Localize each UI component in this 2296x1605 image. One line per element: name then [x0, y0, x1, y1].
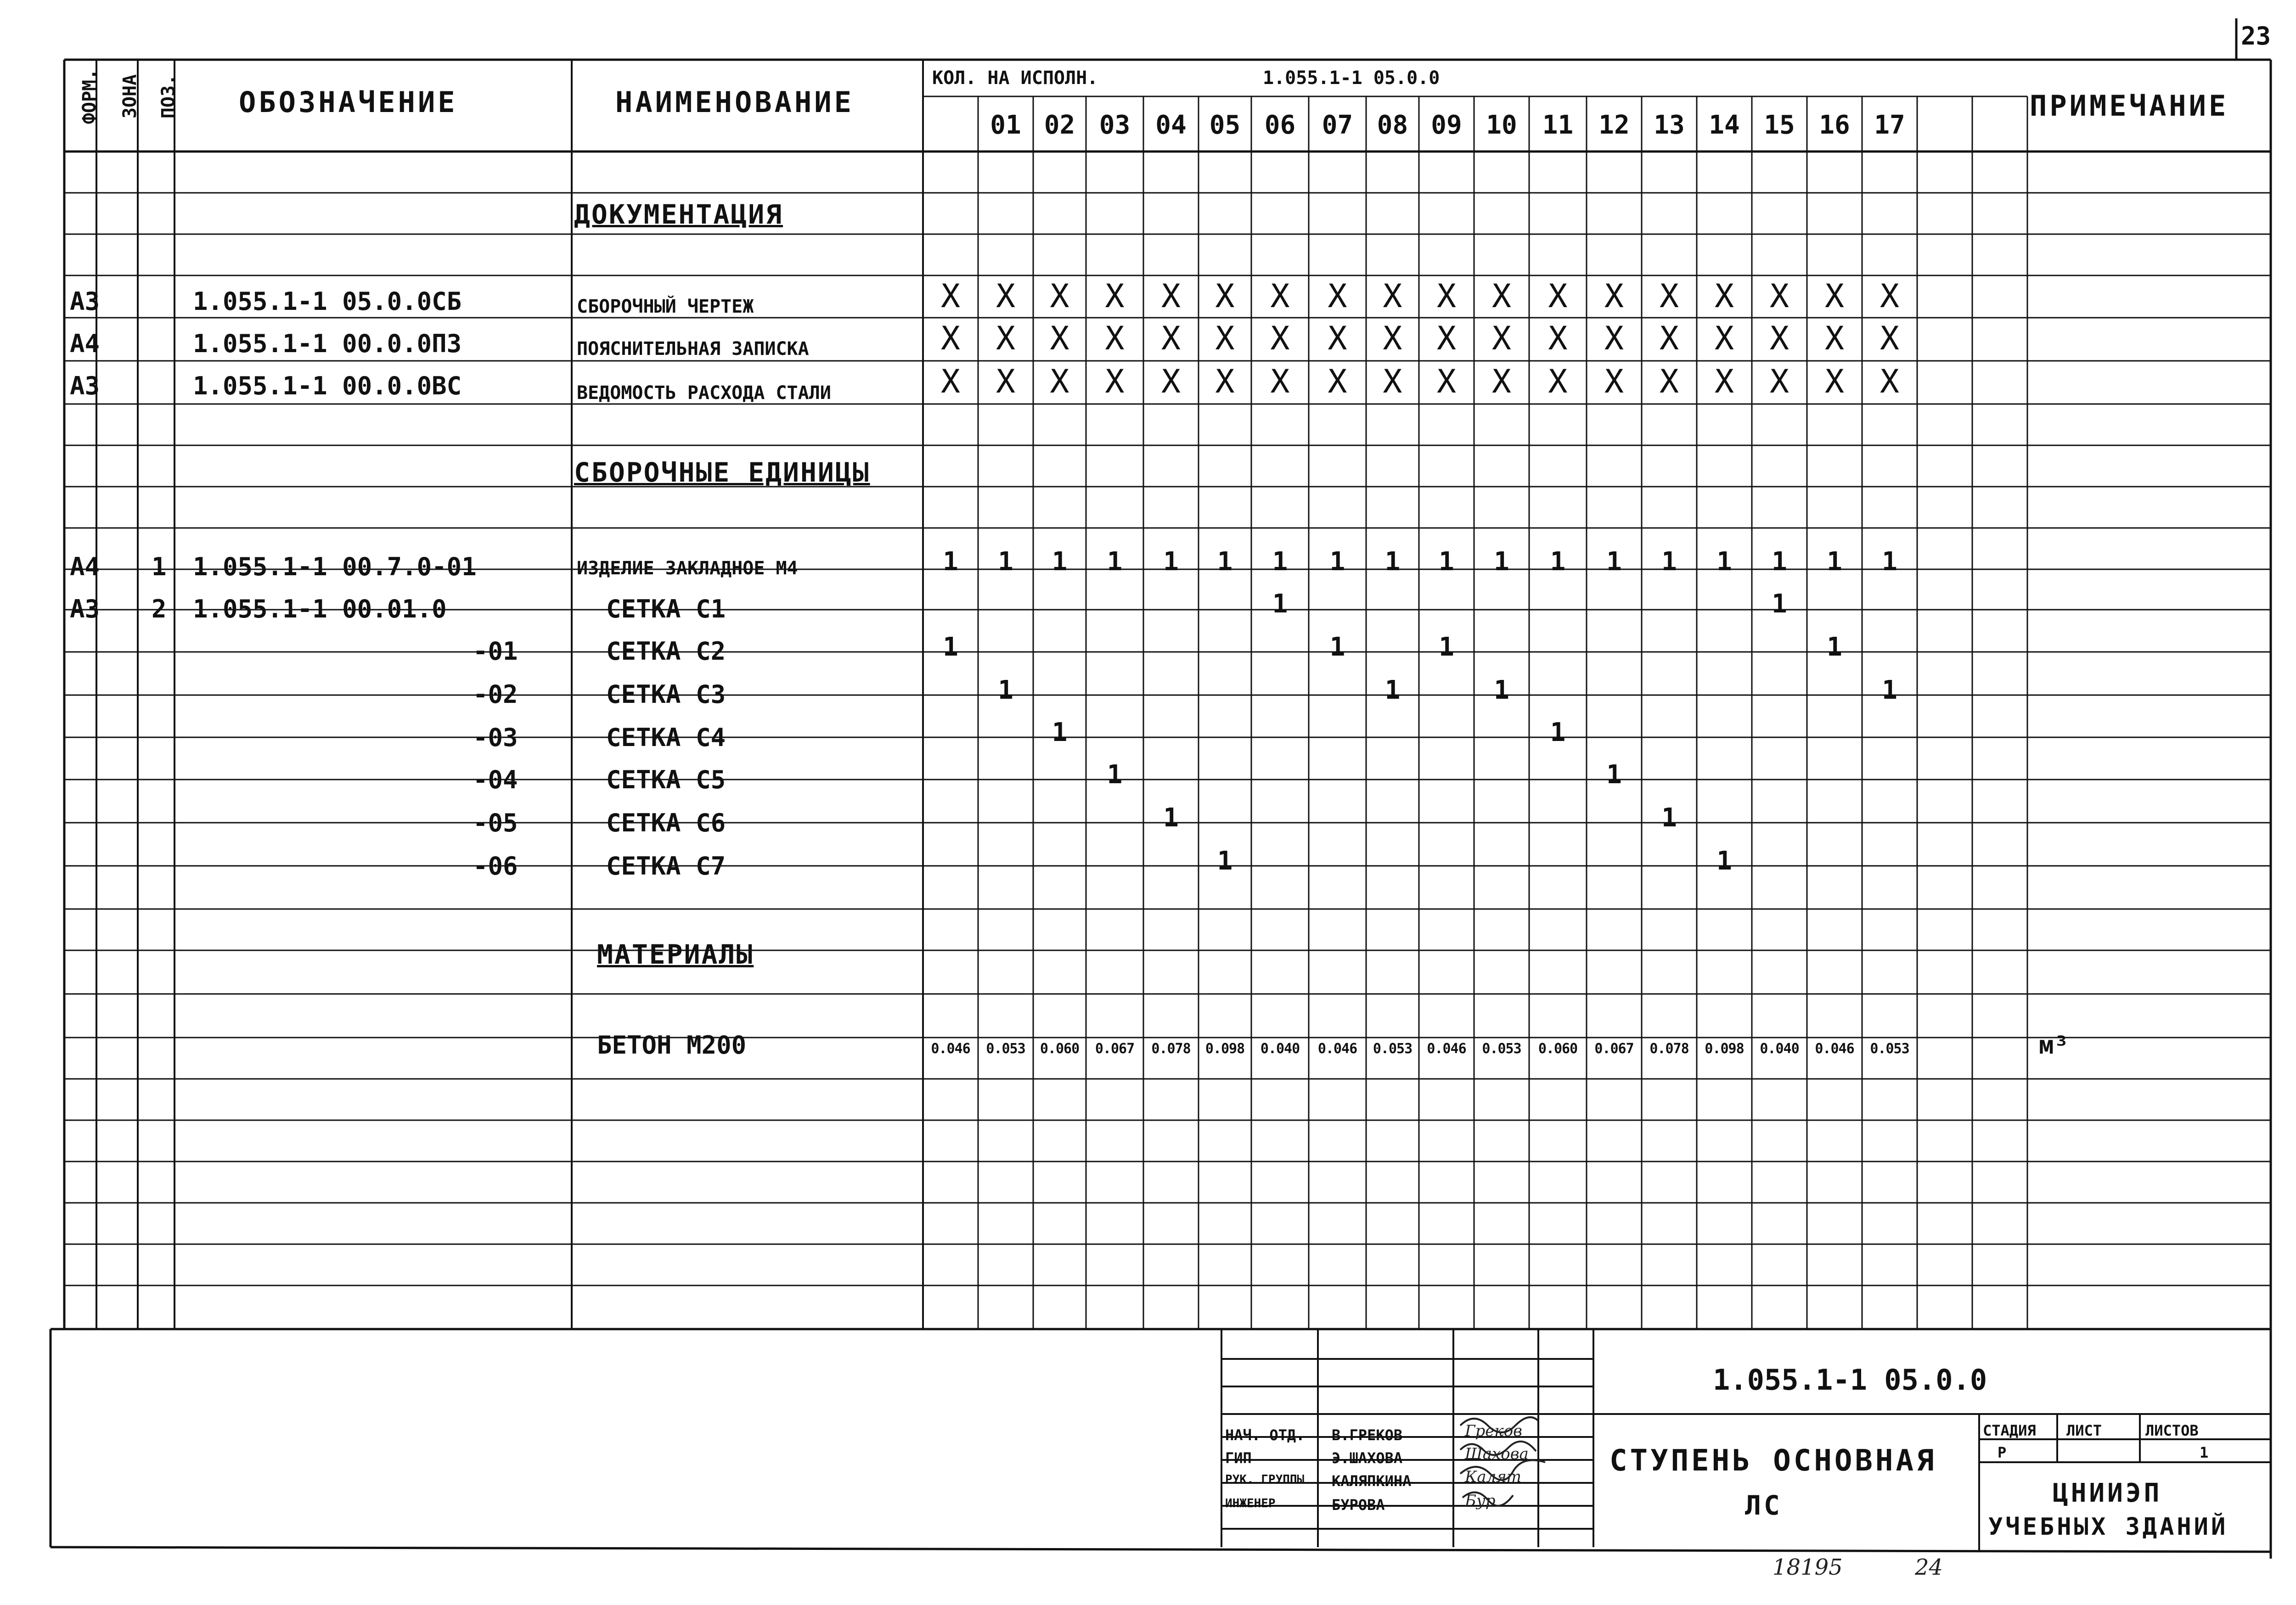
- col-format-header: ФОРМ.: [79, 68, 100, 124]
- doc-mark: X: [1050, 277, 1069, 315]
- role-4: ИНЖЕНЕР: [1225, 1497, 1276, 1510]
- concrete-value: 0.053: [1870, 1041, 1909, 1057]
- doc-mark: X: [996, 320, 1016, 357]
- concrete-value: 0.046: [1317, 1041, 1357, 1057]
- qty-cell: 1: [1217, 547, 1233, 577]
- item-8-name: СЕТКА С7: [606, 852, 726, 881]
- concrete-value: 0.053: [986, 1041, 1025, 1057]
- qty-cell: 1: [1384, 675, 1401, 705]
- item-7-designation: -05: [473, 808, 518, 837]
- concrete-value: 0.078: [1649, 1041, 1689, 1057]
- sheets-label: ЛИСТОВ: [2145, 1422, 2199, 1439]
- variant-header-04: 04: [1155, 110, 1187, 140]
- item-1-pos: 1: [152, 552, 167, 581]
- doc-row-1-name: СБОРОЧНЫЙ ЧЕРТЕЖ: [577, 296, 754, 317]
- doc-mark: X: [1105, 363, 1125, 400]
- doc-mark: X: [1436, 277, 1457, 315]
- item-3-designation: -01: [473, 637, 518, 666]
- variant-header-10: 10: [1486, 110, 1517, 140]
- qty-cell: 1: [1661, 803, 1677, 833]
- signature-2: Шахова: [1465, 1445, 1529, 1463]
- qty-cell: 1: [1384, 547, 1401, 577]
- qty-cell: 1: [1606, 760, 1622, 790]
- role-3: РУК. ГРУППЫ: [1225, 1473, 1305, 1487]
- doc-mark: X: [1769, 363, 1790, 400]
- doc-mark: X: [1436, 363, 1457, 400]
- qty-cell: 1: [1827, 547, 1842, 577]
- person-2: Э.ШАХОВА: [1332, 1449, 1403, 1467]
- role-2: ГИП: [1225, 1449, 1252, 1467]
- variant-header-06: 06: [1264, 110, 1296, 140]
- doc-mark: X: [1769, 277, 1790, 315]
- person-3: КАЛЯПКИНА: [1332, 1472, 1412, 1490]
- doc-row-2-format: А4: [70, 329, 100, 358]
- qty-cell: 1: [1772, 547, 1787, 577]
- qty-cell: 1: [1163, 803, 1179, 833]
- item-1-name: ИЗДЕЛИЕ ЗАКЛАДНОЕ М4: [577, 558, 798, 579]
- doc-mark: X: [1436, 320, 1457, 357]
- concrete-value: 0.053: [1373, 1041, 1412, 1057]
- doc-mark: X: [1161, 277, 1181, 315]
- doc-mark: X: [1548, 363, 1568, 400]
- concrete-value: 0.040: [1760, 1041, 1799, 1057]
- item-5-designation: -03: [473, 723, 518, 752]
- title-line-2: ЛС: [1745, 1490, 1783, 1521]
- variant-header-03: 03: [1099, 110, 1131, 140]
- concrete-value: 0.078: [1151, 1041, 1191, 1057]
- variant-header-15: 15: [1764, 110, 1795, 140]
- qty-cell: 1: [1439, 632, 1454, 662]
- doc-mark: X: [1714, 363, 1734, 400]
- doc-mark: X: [1215, 277, 1235, 315]
- variant-header-02: 02: [1044, 110, 1075, 140]
- signature-4: Бур: [1465, 1492, 1496, 1510]
- variant-header-14: 14: [1709, 110, 1740, 140]
- signature-1: Греков: [1465, 1422, 1522, 1440]
- org-line-2: УЧЕБНЫХ ЗДАНИЙ: [1988, 1513, 2228, 1541]
- doc-mark: X: [1714, 277, 1734, 315]
- doc-mark: X: [1491, 363, 1512, 400]
- variant-header-08: 08: [1377, 110, 1408, 140]
- col-name-header: НАИМЕНОВАНИЕ: [615, 85, 854, 119]
- qty-cell: 1: [1107, 547, 1123, 577]
- org-line-1: ЦНИИЭП: [2053, 1478, 2162, 1508]
- section-documentation: ДОКУМЕНТАЦИЯ: [574, 199, 783, 230]
- archive-number: 18195: [1773, 1554, 1843, 1580]
- section-materials: МАТЕРИАЛЫ: [597, 939, 754, 970]
- doc-mark: X: [1050, 320, 1069, 357]
- qty-cell: 1: [1439, 547, 1454, 577]
- doc-mark: X: [1880, 277, 1900, 315]
- title-line-1: СТУПЕНЬ ОСНОВНАЯ: [1609, 1444, 1937, 1478]
- qty-cell: 1: [1163, 547, 1179, 577]
- item-8-designation: -06: [473, 852, 518, 881]
- variant-header-12: 12: [1598, 110, 1630, 140]
- page-number: 23: [2241, 22, 2271, 51]
- doc-mark: X: [1659, 320, 1679, 357]
- doc-mark: X: [1548, 320, 1568, 357]
- doc-mark: X: [1604, 363, 1624, 400]
- qty-cell: 1: [1494, 547, 1509, 577]
- concrete-name: БЕТОН М200: [597, 1031, 747, 1060]
- doc-mark: X: [1824, 363, 1845, 400]
- doc-row-3-designation: 1.055.1-1 00.0.0ВС: [193, 371, 462, 400]
- item-6-designation: -04: [473, 765, 518, 794]
- concrete-unit: м³: [2039, 1031, 2069, 1060]
- signature-3: Калят: [1465, 1468, 1521, 1486]
- doc-mark: X: [1328, 320, 1347, 357]
- qty-cell: 1: [1772, 589, 1787, 619]
- sheet-label: ЛИСТ: [2066, 1422, 2102, 1439]
- qty-cell: 1: [943, 547, 958, 577]
- doc-mark: X: [1105, 277, 1125, 315]
- doc-mark: X: [1714, 320, 1734, 357]
- variant-header-05: 05: [1209, 110, 1241, 140]
- qty-cell: 1: [1716, 547, 1732, 577]
- doc-mark: X: [1769, 320, 1790, 357]
- doc-mark: X: [940, 320, 961, 357]
- item-4-name: СЕТКА С3: [606, 680, 726, 709]
- concrete-value: 0.046: [931, 1041, 970, 1057]
- item-1-format: А4: [70, 552, 100, 581]
- item-4-designation: -02: [473, 680, 518, 709]
- doc-mark: X: [1824, 277, 1845, 315]
- doc-mark: X: [1659, 363, 1679, 400]
- doc-mark: X: [1050, 363, 1069, 400]
- doc-row-3-name: ВЕДОМОСТЬ РАСХОДА СТАЛИ: [577, 382, 831, 404]
- item-2-pos: 2: [152, 595, 167, 623]
- qty-cell: 1: [1052, 718, 1068, 747]
- qty-cell: 1: [1550, 718, 1566, 747]
- doc-mark: X: [1270, 320, 1290, 357]
- concrete-value: 0.098: [1205, 1041, 1245, 1057]
- grid-line: [51, 1547, 2271, 1552]
- concrete-value: 0.053: [1482, 1041, 1521, 1057]
- concrete-value: 0.046: [1815, 1041, 1854, 1057]
- doc-mark: X: [1270, 363, 1290, 400]
- qty-cell: 1: [1494, 675, 1509, 705]
- qty-cell: 1: [1272, 547, 1288, 577]
- stage-value: Р: [1998, 1444, 2007, 1461]
- doc-mark: X: [1215, 363, 1235, 400]
- doc-row-2-name: ПОЯСНИТЕЛЬНАЯ ЗАПИСКА: [577, 338, 809, 359]
- qty-header-title: КОЛ. НА ИСПОЛН.: [932, 67, 1098, 89]
- variant-header-01: 01: [990, 110, 1021, 140]
- doc-mark: X: [1491, 320, 1512, 357]
- section-assembly-units: СБОРОЧНЫЕ ЕДИНИЦЫ: [574, 457, 870, 488]
- doc-row-3-format: А3: [70, 371, 100, 400]
- title-doc-code: 1.055.1-1 05.0.0: [1713, 1363, 1987, 1397]
- stage-label: СТАДИЯ: [1983, 1422, 2036, 1439]
- item-2-designation: 1.055.1-1 00.01.0: [193, 595, 447, 623]
- col-zone-header: ЗОНА: [119, 74, 141, 119]
- doc-mark: X: [1824, 320, 1845, 357]
- col-designation-header: ОБОЗНАЧЕНИЕ: [239, 85, 458, 119]
- doc-mark: X: [1328, 363, 1347, 400]
- qty-cell: 1: [1272, 589, 1288, 619]
- doc-mark: X: [1880, 320, 1900, 357]
- item-2-name: СЕТКА С1: [606, 595, 726, 623]
- doc-mark: X: [1548, 277, 1568, 315]
- qty-cell: 1: [1329, 547, 1345, 577]
- doc-mark: X: [1161, 363, 1181, 400]
- col-note-header: ПРИМЕЧАНИЕ: [2030, 89, 2229, 123]
- doc-mark: X: [1604, 277, 1624, 315]
- item-1-designation: 1.055.1-1 00.7.0-01: [193, 552, 477, 581]
- variant-header-09: 09: [1431, 110, 1462, 140]
- person-4: БУРОВА: [1332, 1496, 1385, 1514]
- qty-cell: 1: [1606, 547, 1622, 577]
- qty-cell: 1: [998, 547, 1013, 577]
- doc-row-1-designation: 1.055.1-1 05.0.0СБ: [193, 287, 462, 316]
- doc-mark: X: [1383, 363, 1402, 400]
- concrete-value: 0.098: [1705, 1041, 1744, 1057]
- variant-header-17: 17: [1874, 110, 1905, 140]
- sheets-value: 1: [2200, 1444, 2209, 1461]
- role-1: НАЧ. ОТД.: [1225, 1426, 1305, 1444]
- item-6-name: СЕТКА С5: [606, 765, 726, 794]
- concrete-value: 0.040: [1260, 1041, 1300, 1057]
- doc-mark: X: [940, 363, 961, 400]
- doc-mark: X: [1604, 320, 1624, 357]
- doc-mark: X: [996, 277, 1016, 315]
- doc-mark: X: [1659, 277, 1679, 315]
- item-3-name: СЕТКА С2: [606, 637, 726, 666]
- qty-cell: 1: [1882, 675, 1897, 705]
- doc-mark: X: [940, 277, 961, 315]
- doc-row-1-format: А3: [70, 287, 100, 316]
- doc-mark: X: [1270, 277, 1290, 315]
- doc-mark: X: [1880, 363, 1900, 400]
- qty-cell: 1: [1052, 547, 1068, 577]
- qty-cell: 1: [1827, 632, 1842, 662]
- doc-row-2-designation: 1.055.1-1 00.0.0ПЗ: [193, 329, 462, 358]
- doc-mark: X: [1215, 320, 1235, 357]
- doc-mark: X: [996, 363, 1016, 400]
- concrete-value: 0.046: [1427, 1041, 1466, 1057]
- item-5-name: СЕТКА С4: [606, 723, 726, 752]
- concrete-value: 0.067: [1095, 1041, 1135, 1057]
- doc-mark: X: [1328, 277, 1347, 315]
- page-ref: 24: [1915, 1554, 1943, 1580]
- qty-header-doc-code: 1.055.1-1 05.0.0: [1263, 67, 1440, 89]
- qty-cell: 1: [943, 632, 958, 662]
- person-1: В.ГРЕКОВ: [1332, 1426, 1403, 1444]
- qty-cell: 1: [998, 675, 1013, 705]
- variant-header-07: 07: [1322, 110, 1353, 140]
- variant-header-11: 11: [1542, 110, 1574, 140]
- qty-cell: 1: [1107, 760, 1123, 790]
- item-2-format: А3: [70, 595, 100, 623]
- qty-cell: 1: [1716, 846, 1732, 876]
- qty-cell: 1: [1882, 547, 1897, 577]
- doc-mark: X: [1105, 320, 1125, 357]
- doc-mark: X: [1491, 277, 1512, 315]
- doc-mark: X: [1161, 320, 1181, 357]
- variant-header-13: 13: [1654, 110, 1685, 140]
- concrete-value: 0.060: [1040, 1041, 1080, 1057]
- qty-cell: 1: [1550, 547, 1566, 577]
- concrete-value: 0.060: [1538, 1041, 1578, 1057]
- doc-mark: X: [1383, 320, 1402, 357]
- doc-mark: X: [1383, 277, 1402, 315]
- qty-cell: 1: [1329, 632, 1345, 662]
- qty-cell: 1: [1217, 846, 1233, 876]
- variant-header-16: 16: [1819, 110, 1850, 140]
- item-7-name: СЕТКА С6: [606, 808, 726, 837]
- qty-cell: 1: [1661, 547, 1677, 577]
- concrete-value: 0.067: [1594, 1041, 1634, 1057]
- col-position-header: ПОЗ.: [158, 74, 179, 119]
